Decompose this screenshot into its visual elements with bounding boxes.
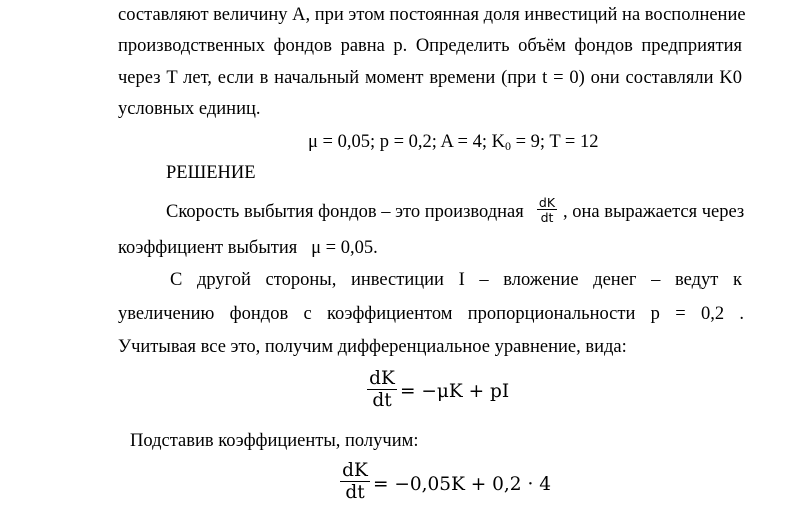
fraction-numerator: dK	[342, 460, 368, 481]
text-line: через T лет, если в начальный момент времени (при t = 0) они составляли K0	[118, 68, 742, 88]
text-line: , она выражается через	[563, 202, 745, 222]
fraction-numerator: dK	[369, 368, 395, 389]
fraction-denominator: dt	[540, 210, 554, 225]
text-line: С другой стороны, инвестиции I – вложение денег – ведут к	[170, 270, 742, 290]
text-line: Учитывая все это, получим дифференциальное уравнение, вида:	[118, 337, 627, 357]
given-suffix: = 9; T = 12	[510, 132, 599, 152]
fraction-denominator: dt	[372, 390, 392, 411]
fraction-numerator: dK	[538, 195, 556, 210]
fraction-denominator: dt	[345, 482, 365, 503]
text-line: коэффициент выбытия μ = 0,05.	[118, 238, 378, 258]
equation-2-rhs: = −0,05K + 0,2 · 4	[373, 474, 551, 495]
text-line: производственных фондов равна p. Определить объём фондов предприятия	[118, 36, 742, 56]
text-line: условных единиц.	[118, 99, 261, 119]
text-line: увеличению фондов с коэффициентом пропорциональности p = 0,2 .	[118, 304, 744, 324]
equation-1-rhs: = −μK + pI	[400, 381, 510, 402]
solution-heading: РЕШЕНИЕ	[166, 163, 256, 183]
text-line: Подставив коэффициенты, получим:	[130, 431, 419, 451]
given-subscript: 0	[504, 139, 511, 153]
text-line: составляют величину A, при этом постоянная доля инвестиций на восполнение	[118, 5, 746, 25]
given-values	[308, 133, 598, 152]
given-prefix: μ = 0,05; p = 0,2; A = 4; K	[308, 132, 505, 152]
text-line: Скорость выбытия фондов – это производная	[166, 202, 524, 222]
inline-fraction	[537, 196, 557, 225]
equation-1-fraction	[367, 369, 397, 410]
equation-2-fraction	[340, 461, 370, 502]
